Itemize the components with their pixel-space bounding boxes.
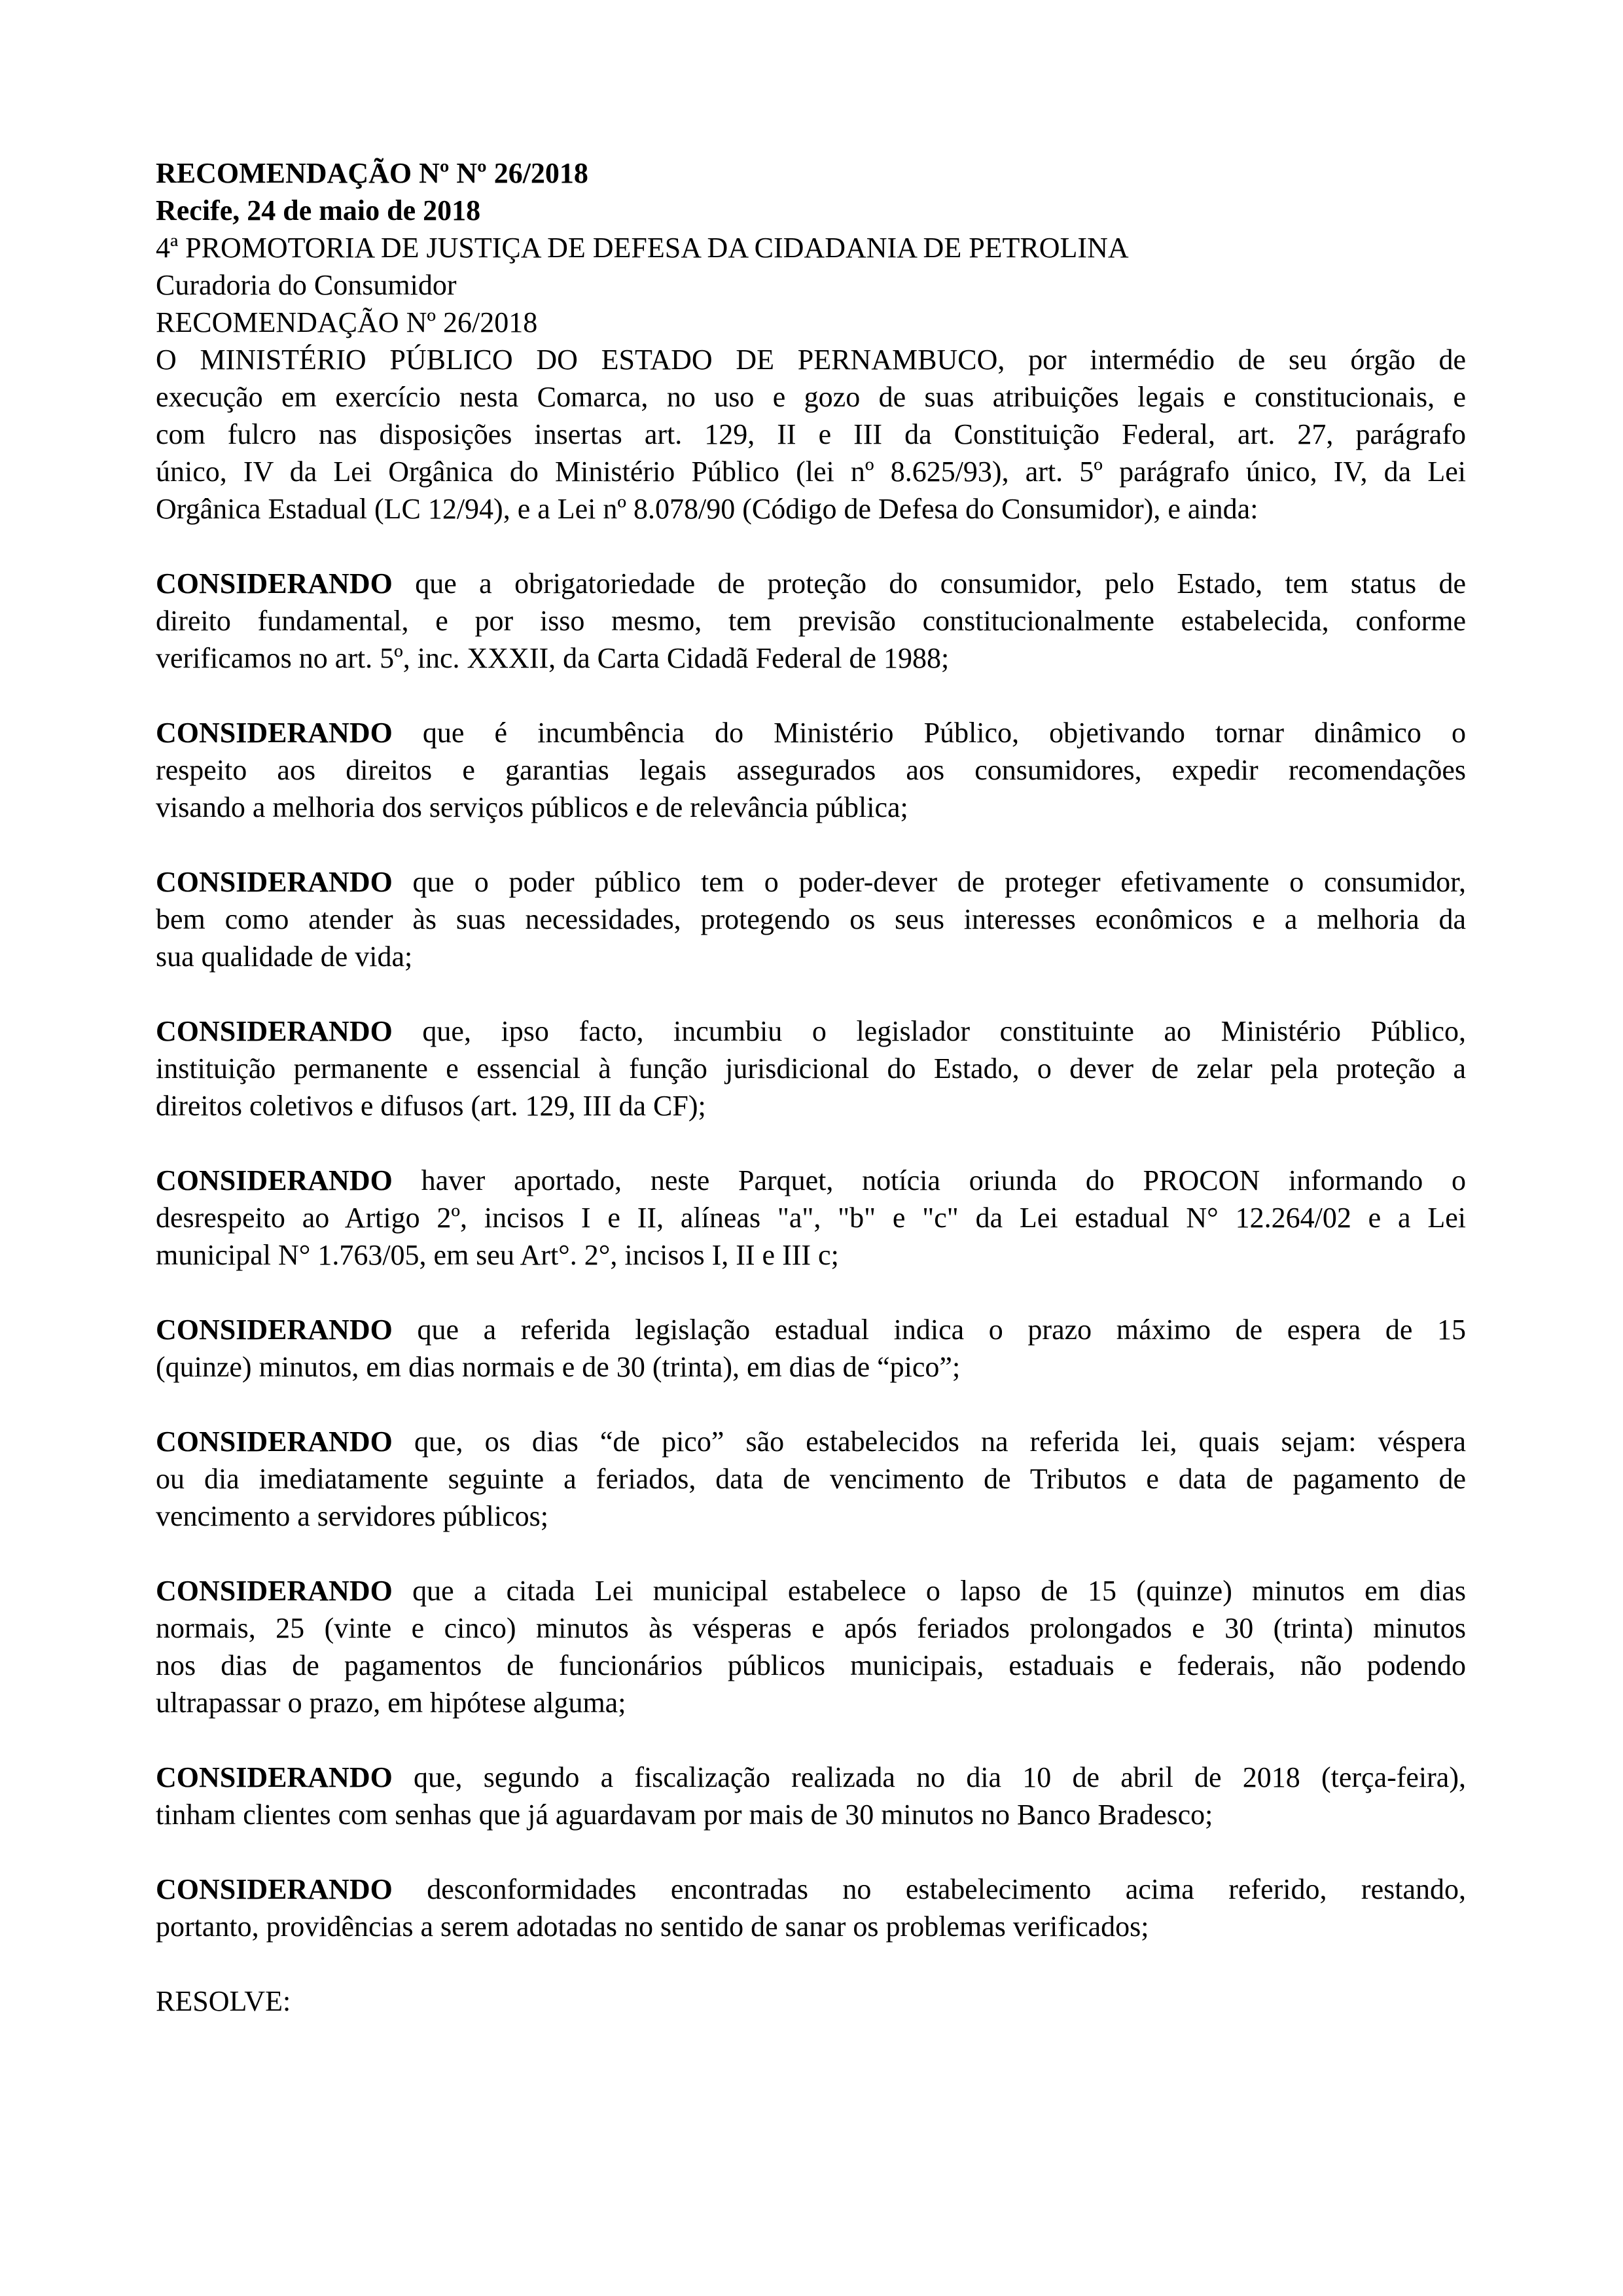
paragraph-line: portanto, providências a serem adotadas no sentido de sanar os problemas verificados;	[156, 1910, 1149, 1943]
paragraph-text: que, segundo a fiscalização realizada no dia 10 de abril de 2018 (terça-feira),	[392, 1761, 1466, 1793]
paragraph-text: que, ipso facto, incumbiu o legislador constituinte ao Ministério Público,	[392, 1015, 1466, 1047]
paragraph-line: municipal N° 1.763/05, em seu Art°. 2°, incisos I, II e III c;	[156, 1239, 839, 1271]
paragraph-text: que o poder público tem o poder-dever de proteger efetivamente o consumidor,	[392, 866, 1466, 898]
office-name: 4ª PROMOTORIA DE JUSTIÇA DE DEFESA DA CIDADANIA DE PETROLINA	[156, 232, 1129, 264]
intro-paragraph	[156, 341, 1466, 528]
considerando-paragraph	[156, 565, 1466, 677]
paragraph-line: visando a melhoria dos serviços públicos e de relevância pública;	[156, 791, 908, 823]
paragraph-text: que a citada Lei municipal estabelece o lapso de 15 (quinze) minutos em dias	[392, 1575, 1466, 1607]
considerando-keyword: CONSIDERANDO	[156, 1015, 393, 1047]
considerando-keyword: CONSIDERANDO	[156, 1164, 393, 1196]
paragraph-line: desrespeito ao Artigo 2º, incisos I e II, alíneas "a", "b" e "c" da Lei estadual N° 12.264/02 e a Lei	[156, 1202, 1466, 1234]
paragraph-first-line	[156, 714, 1466, 751]
intro-line: Orgânica Estadual (LC 12/94), e a Lei nº 8.078/90 (Código de Defesa do Consumidor), e ainda:	[156, 493, 1258, 525]
paragraph-line: bem como atender às suas necessidades, protegendo os seus interesses econômicos e a melhoria da	[156, 903, 1466, 935]
paragraph-line: nos dias de pagamentos de funcionários públicos municipais, estaduais e federais, não podendo	[156, 1649, 1466, 1681]
paragraph-line: vencimento a servidores públicos;	[156, 1500, 548, 1532]
paragraph-text: que a obrigatoriedade de proteção do consumidor, pelo Estado, tem status de	[392, 567, 1466, 600]
paragraph-text: haver aportado, neste Parquet, notícia oriunda do PROCON informando o	[392, 1164, 1466, 1196]
paragraph-line: ultrapassar o prazo, em hipótese alguma;	[156, 1687, 626, 1719]
document-subtitle: RECOMENDAÇÃO Nº 26/2018	[156, 306, 538, 338]
paragraph-text: desconformidades encontradas no estabelecimento acima referido, restando,	[392, 1873, 1466, 1905]
considerando-keyword: CONSIDERANDO	[156, 1761, 393, 1793]
paragraph-text: que, os dias “de pico” são estabelecidos na referida lei, quais sejam: véspera	[392, 1426, 1466, 1458]
considerando-paragraph	[156, 1759, 1466, 1833]
considerando-keyword: CONSIDERANDO	[156, 567, 393, 600]
considerando-paragraph	[156, 1013, 1466, 1124]
paragraph-line: (quinze) minutos, em dias normais e de 30 (trinta), em dias de “pico”;	[156, 1351, 961, 1383]
paragraph-line: verificamos no art. 5º, inc. XXXII, da Carta Cidadã Federal de 1988;	[156, 642, 950, 674]
paragraph-first-line	[156, 1572, 1466, 1609]
paragraph-line: respeito aos direitos e garantias legais assegurados aos consumidores, expedir recomendações	[156, 754, 1466, 786]
paragraph-first-line	[156, 863, 1466, 901]
paragraph-line: direito fundamental, e por isso mesmo, tem previsão constitucionalmente estabelecida, conforme	[156, 605, 1466, 637]
considerando-paragraph	[156, 1162, 1466, 1274]
paragraph-line: normais, 25 (vinte e cinco) minutos às vésperas e após feriados prolongados e 30 (trinta) minutos	[156, 1612, 1466, 1644]
paragraph-first-line	[156, 1759, 1466, 1796]
paragraph-line: ou dia imediatamente seguinte a feriados, data de vencimento de Tributos e data de pagamento de	[156, 1463, 1466, 1495]
considerando-paragraph	[156, 863, 1466, 975]
intro-line: único, IV da Lei Orgânica do Ministério Público (lei nº 8.625/93), art. 5º parágrafo único, IV, da Lei	[156, 456, 1466, 488]
paragraph-first-line	[156, 565, 1466, 602]
intro-line: O MINISTÉRIO PÚBLICO DO ESTADO DE PERNAMBUCO, por intermédio de seu órgão de	[156, 344, 1466, 376]
considerando-keyword: CONSIDERANDO	[156, 717, 393, 749]
document-title: RECOMENDAÇÃO Nº Nº 26/2018	[156, 157, 588, 189]
considerando-paragraph	[156, 1311, 1466, 1386]
paragraph-first-line	[156, 1423, 1466, 1460]
intro-line: com fulcro nas disposições insertas art. 129, II e III da Constituição Federal, art. 27, parágrafo	[156, 418, 1466, 450]
considerando-paragraph	[156, 714, 1466, 826]
paragraph-line: sua qualidade de vida;	[156, 941, 413, 973]
paragraph-first-line	[156, 1871, 1466, 1908]
document-date: Recife, 24 de maio de 2018	[156, 194, 481, 226]
paragraph-line: instituição permanente e essencial à função jurisdicional do Estado, o dever de zelar pela proteção a	[156, 1052, 1466, 1085]
considerando-keyword: CONSIDERANDO	[156, 1314, 393, 1346]
paragraph-text: que a referida legislação estadual indica o prazo máximo de espera de 15	[392, 1314, 1466, 1346]
paragraph-text: que é incumbência do Ministério Público, objetivando tornar dinâmico o	[392, 717, 1466, 749]
considerando-keyword: CONSIDERANDO	[156, 866, 393, 898]
paragraph-first-line	[156, 1013, 1466, 1050]
considerando-keyword: CONSIDERANDO	[156, 1575, 393, 1607]
considerando-keyword: CONSIDERANDO	[156, 1873, 393, 1905]
paragraph-first-line	[156, 1311, 1466, 1348]
department-name: Curadoria do Consumidor	[156, 269, 457, 301]
considerando-keyword: CONSIDERANDO	[156, 1426, 393, 1458]
paragraph-line: direitos coletivos e difusos (art. 129, III da CF);	[156, 1090, 706, 1122]
considerando-paragraph	[156, 1572, 1466, 1721]
resolve-heading: RESOLVE:	[156, 1985, 291, 2017]
considerando-paragraph	[156, 1871, 1466, 1945]
document-page	[156, 154, 1466, 2020]
paragraph-first-line	[156, 1162, 1466, 1199]
intro-line: execução em exercício nesta Comarca, no uso e gozo de suas atribuições legais e constitucionais, e	[156, 381, 1466, 413]
paragraph-line: tinham clientes com senhas que já aguardavam por mais de 30 minutos no Banco Bradesco;	[156, 1799, 1213, 1831]
considerando-paragraph	[156, 1423, 1466, 1535]
